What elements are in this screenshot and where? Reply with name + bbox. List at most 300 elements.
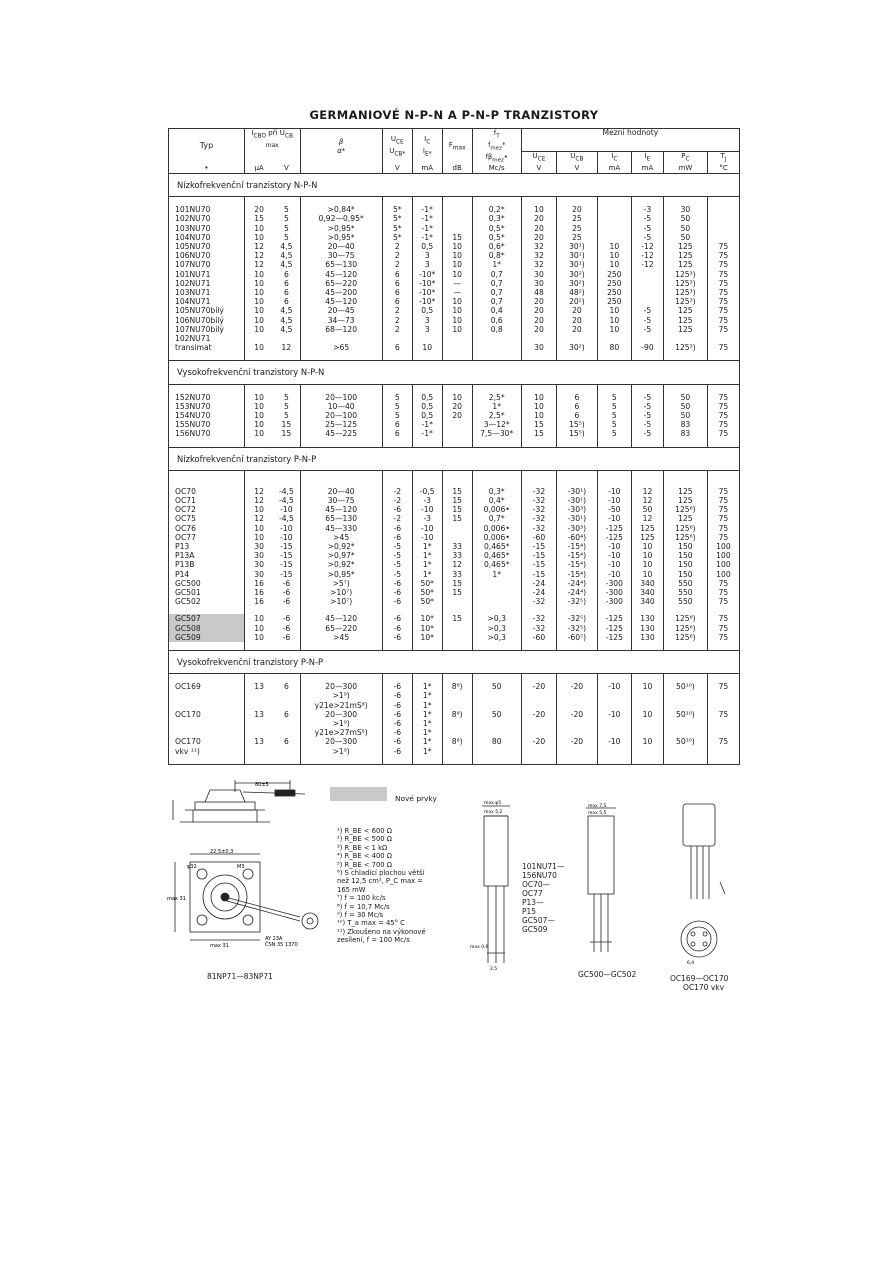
type-cell: 103NU70 [175, 223, 211, 233]
spacer-row [169, 756, 740, 765]
type-cell [169, 701, 245, 710]
unit-cell: μA [244, 164, 273, 173]
type-list-item: GC507— [522, 916, 555, 925]
footnotes [337, 827, 426, 945]
type-cell: 153NU70 [175, 401, 211, 411]
dim-base: max 31 [210, 943, 229, 949]
value-cell: -24⁴) [557, 579, 598, 588]
value-cell: 0,5 [412, 402, 442, 411]
value-cell: 0,5* [472, 224, 521, 233]
unit-cell: mW [663, 164, 707, 173]
value-cell: 150 [663, 542, 707, 551]
value-cell: 50 [631, 505, 663, 514]
value-cell: 6 [382, 420, 412, 429]
value-cell: >0,97* [300, 551, 382, 560]
value-cell: 20 [557, 306, 598, 315]
type-cell: OC170 [175, 737, 201, 747]
col-typ: Typ [199, 141, 214, 151]
value-cell: 5 [283, 392, 289, 402]
value-cell [472, 701, 521, 710]
value-cell [707, 719, 739, 728]
value-cell: 20 [442, 402, 472, 411]
table-row [169, 251, 740, 260]
value-cell: 550 [663, 588, 707, 597]
value-cell: 50 [472, 682, 521, 691]
table-row [169, 560, 740, 569]
value-cell: -6 [382, 505, 412, 514]
value-cell: >0,95* [300, 233, 382, 242]
value-cell: 340 [631, 588, 663, 597]
spacer-row [169, 384, 740, 393]
section-title: Nízkofrekvenční tranzistory P-N-P [169, 447, 740, 470]
value-cell [631, 288, 663, 297]
value-cell: 10 [442, 316, 472, 325]
value-cell: 20 [521, 325, 556, 334]
value-cell: -1* [412, 429, 442, 438]
value-cell: 10 [631, 542, 663, 551]
value-cell: -6 [382, 579, 412, 588]
value-cell [273, 691, 300, 700]
type-cell: OC71 [175, 496, 196, 506]
type-list-item: P15 [522, 907, 537, 916]
value-cell [273, 747, 300, 756]
table-row [169, 570, 740, 579]
value-cell: 5 [283, 232, 289, 242]
value-cell [472, 588, 521, 597]
value-cell: -20 [521, 710, 556, 719]
dim-d3-2: max 5,5 [588, 811, 607, 816]
value-cell: -15 [521, 560, 556, 569]
value-cell: 75 [707, 306, 739, 315]
value-cell [597, 334, 631, 343]
value-cell: 0,5 [412, 393, 442, 402]
table-row [169, 542, 740, 551]
spacer-row [169, 439, 740, 448]
dim-height: max 31 [167, 896, 186, 902]
value-cell: 10* [412, 614, 442, 623]
value-cell: 0,6 [472, 316, 521, 325]
value-cell: 10 [244, 316, 273, 325]
value-cell [442, 420, 472, 429]
value-cell: -32 [521, 487, 556, 496]
value-cell: 6 [283, 682, 289, 692]
value-cell: 10 [244, 524, 273, 533]
value-cell: 1* [472, 260, 521, 269]
table-row [169, 411, 740, 420]
value-cell [442, 691, 472, 700]
value-cell: -5 [631, 325, 663, 334]
value-cell: 15 [442, 579, 472, 588]
type-cell: 156NU70 [175, 429, 211, 439]
value-cell: -6 [382, 588, 412, 597]
value-cell: 20 [557, 205, 598, 214]
value-cell [442, 205, 472, 214]
value-cell: 30—75 [300, 251, 382, 260]
drawing-small-transistor [470, 798, 530, 978]
value-cell: 30¹) [557, 251, 598, 260]
value-cell [412, 334, 442, 343]
value-cell: 0,006• [472, 533, 521, 542]
value-cell: 125⁶) [663, 624, 707, 633]
value-cell [597, 233, 631, 242]
value-cell: 13 [244, 710, 273, 719]
table-row [169, 334, 740, 343]
value-cell: 125⁶) [663, 505, 707, 514]
value-cell [244, 719, 273, 728]
unit-cell: Mc/s [472, 164, 521, 173]
value-cell: -15⁴) [557, 542, 598, 551]
value-cell: 20—45 [300, 306, 382, 315]
spacer-row [169, 674, 740, 683]
type-cell: OC170 [175, 709, 201, 719]
value-cell: -6 [382, 524, 412, 533]
dim-screw: M3 [237, 864, 245, 870]
value-cell: 10 [244, 343, 273, 352]
value-cell: 125 [663, 514, 707, 523]
table-row [169, 524, 740, 533]
value-cell: -30³) [557, 505, 598, 514]
value-cell: 75 [707, 633, 739, 642]
value-cell: -32 [521, 505, 556, 514]
value-cell: 125 [663, 487, 707, 496]
value-cell: 125 [663, 496, 707, 505]
value-cell [631, 297, 663, 306]
table-row [169, 747, 740, 756]
footnote: ³) R_BE < 1 kΩ [337, 843, 388, 852]
value-cell: 10* [412, 624, 442, 633]
value-cell: 10 [597, 306, 631, 315]
value-cell [663, 701, 707, 710]
value-cell: 1* [412, 560, 442, 569]
value-cell: 50¹⁰) [663, 710, 707, 719]
new-items-swatch [330, 787, 387, 801]
value-cell: 125⁶) [663, 614, 707, 623]
value-cell: 5 [382, 402, 412, 411]
value-cell: -10 [280, 505, 293, 515]
type-cell: 105NU70bílý [175, 306, 224, 316]
value-cell: 75 [707, 533, 739, 542]
value-cell: 75 [707, 260, 739, 269]
value-cell: 5 [597, 402, 631, 411]
value-cell: 10 [244, 624, 273, 633]
value-cell: 34—73 [300, 316, 382, 325]
value-cell: 3 [412, 325, 442, 334]
value-cell: -15 [280, 569, 293, 579]
value-cell: -90 [631, 343, 663, 352]
dim-diameter: φ32 [187, 864, 197, 870]
value-cell: 10 [244, 270, 273, 279]
table-row [169, 429, 740, 438]
value-cell: >0,3 [472, 614, 521, 623]
table-row [169, 325, 740, 334]
value-cell: 2,5* [472, 393, 521, 402]
value-cell: -10* [412, 270, 442, 279]
value-cell: 15 [521, 429, 556, 438]
value-cell: -10 [280, 523, 293, 533]
value-cell [707, 205, 739, 214]
value-cell: -5 [382, 542, 412, 551]
table-row [169, 719, 740, 728]
value-cell: 10 [597, 251, 631, 260]
value-cell: 32 [521, 251, 556, 260]
type-cell: 106NU70 [175, 251, 211, 261]
table-row [169, 214, 740, 223]
value-cell [631, 270, 663, 279]
table-row [169, 737, 740, 746]
value-cell: 125³) [663, 297, 707, 306]
value-cell: -15 [280, 560, 293, 570]
type-cell: 106NU70bílý [175, 315, 224, 325]
value-cell: 12 [631, 487, 663, 496]
value-cell: 50 [663, 224, 707, 233]
value-cell: 10 [244, 402, 273, 411]
value-cell: >1⁹) [300, 719, 382, 728]
value-cell: 1* [412, 728, 442, 737]
value-cell [244, 334, 273, 343]
value-cell: 12 [244, 251, 273, 260]
drawing-power-transistor [165, 780, 325, 980]
value-cell: 8⁸) [442, 710, 472, 719]
value-cell: -125 [597, 524, 631, 533]
value-cell: 75 [707, 514, 739, 523]
value-cell: 10 [442, 297, 472, 306]
value-cell: 75 [707, 242, 739, 251]
value-cell: -32 [521, 524, 556, 533]
value-cell: 25 [557, 214, 598, 223]
value-cell: 45—200 [300, 288, 382, 297]
value-cell: 1* [412, 747, 442, 756]
value-cell: 75 [707, 288, 739, 297]
value-cell: 0,7 [472, 288, 521, 297]
value-cell: 65—130 [300, 260, 382, 269]
value-cell [521, 747, 556, 756]
type-cell [169, 691, 245, 700]
value-cell: -15 [521, 570, 556, 579]
transistor-table [168, 128, 740, 765]
value-cell: 15 [281, 420, 292, 430]
value-cell [472, 579, 521, 588]
value-cell [597, 747, 631, 756]
value-cell: 125 [663, 251, 707, 260]
type-cell: OC75 [175, 514, 196, 524]
value-cell [597, 728, 631, 737]
table-row [169, 279, 740, 288]
table-row [169, 496, 740, 505]
value-cell [663, 691, 707, 700]
footnote: ⁵) R_BE < 700 Ω [337, 860, 392, 869]
value-cell: 340 [631, 597, 663, 606]
table-row [169, 505, 740, 514]
value-cell: 10 [631, 737, 663, 746]
value-cell: 30 [521, 270, 556, 279]
value-cell: 12 [244, 487, 273, 496]
type-cell: 154NU70 [175, 411, 211, 420]
value-cell [521, 719, 556, 728]
type-cell: 104NU71 [175, 297, 211, 307]
col-uce: $U_{CE}$ $U_{CB*}$ [382, 129, 412, 165]
value-cell: 4,5 [280, 306, 293, 316]
value-cell: -125 [597, 533, 631, 542]
type-list-item: OC70— [522, 880, 551, 889]
value-cell: 125 [663, 325, 707, 334]
col-icbo: $I_{CBO}$ při $U_{CB}$ max [244, 129, 300, 152]
value-cell: 30²) [557, 279, 598, 288]
value-cell: 1* [412, 542, 442, 551]
unit-cell: V [521, 164, 556, 173]
type-cell: GC509 [169, 633, 245, 642]
table-row [169, 579, 740, 588]
value-cell: -6 [282, 588, 291, 598]
value-cell: 1* [412, 682, 442, 691]
value-cell: 0,3* [472, 214, 521, 223]
type-cell: 103NU71 [175, 287, 211, 297]
value-cell: 75 [707, 624, 739, 633]
value-cell: 12 [631, 514, 663, 523]
value-cell [707, 224, 739, 233]
value-cell: 3 [412, 260, 442, 269]
unit-cell: V [382, 164, 412, 173]
table-row [169, 633, 740, 642]
type-cell: OC77 [175, 532, 196, 542]
value-cell: -12 [631, 260, 663, 269]
value-cell: 3 [412, 251, 442, 260]
value-cell: 30 [244, 570, 273, 579]
value-cell: -6 [282, 578, 291, 588]
value-cell: 13 [244, 737, 273, 746]
value-cell: 75 [707, 496, 739, 505]
table-row [169, 242, 740, 251]
section-header [169, 173, 740, 196]
value-cell: 6 [283, 737, 289, 747]
value-cell [382, 334, 412, 343]
header-row [169, 129, 740, 152]
value-cell: -15 [521, 551, 556, 560]
value-cell: 250 [597, 288, 631, 297]
value-cell: 100 [707, 551, 739, 560]
value-cell: -20 [521, 737, 556, 746]
value-cell: -300 [597, 588, 631, 597]
value-cell: 75 [707, 710, 739, 719]
value-cell [597, 205, 631, 214]
value-cell [472, 597, 521, 606]
value-cell: 75 [707, 737, 739, 746]
value-cell: -125 [597, 614, 631, 623]
value-cell: 48²) [557, 288, 598, 297]
value-cell: -5 [631, 316, 663, 325]
dim-top: 80±5 [255, 782, 269, 788]
value-cell: 80 [597, 343, 631, 352]
col-lim-ic: $I_C$ [597, 151, 631, 164]
value-cell: 2 [382, 316, 412, 325]
col-limits: Mezní hodnoty [521, 129, 739, 152]
value-cell: -60⁴) [557, 533, 598, 542]
drawing-3-caption: GC500—GC502 [578, 970, 637, 979]
value-cell [631, 279, 663, 288]
value-cell: 25 [557, 233, 598, 242]
value-cell: -10 [597, 542, 631, 551]
section-header [169, 651, 740, 674]
value-cell [707, 701, 739, 710]
value-cell: 10 [244, 505, 273, 514]
value-cell: 10* [412, 633, 442, 642]
section-title: Nízkofrekvenční tranzistory N-P-N [169, 173, 740, 196]
spacer-row [169, 642, 740, 651]
value-cell: 0,006• [472, 505, 521, 514]
value-cell: 10 [631, 570, 663, 579]
value-cell: -50 [597, 505, 631, 514]
value-cell: -2 [382, 514, 412, 523]
value-cell: 33 [442, 570, 472, 579]
col-fmax: $F_{max}$ [442, 129, 472, 165]
value-cell: -5 [382, 551, 412, 560]
value-cell: -1* [412, 233, 442, 242]
value-cell: 125³) [663, 288, 707, 297]
value-cell: >5⁷) [300, 579, 382, 588]
value-cell: -0,5 [412, 487, 442, 496]
value-cell: >0,95* [300, 570, 382, 579]
value-cell: 10 [597, 316, 631, 325]
value-cell: 1* [412, 719, 442, 728]
value-cell [707, 214, 739, 223]
value-cell: 6 [382, 343, 412, 352]
value-cell: 4,5 [280, 260, 293, 270]
value-cell: 2 [382, 306, 412, 315]
value-cell: 30 [244, 542, 273, 551]
value-cell: 20 [442, 411, 472, 420]
value-cell [597, 224, 631, 233]
value-cell [707, 233, 739, 242]
value-cell: -10 [280, 532, 293, 542]
footnote: ⁸) f = 10,7 Mc/s [337, 902, 390, 911]
value-cell: >0,92* [300, 542, 382, 551]
value-cell: -15 [280, 551, 293, 561]
value-cell: 150 [663, 570, 707, 579]
value-cell: 150 [663, 560, 707, 569]
value-cell: 3—12* [472, 420, 521, 429]
value-cell [442, 214, 472, 223]
value-cell [442, 728, 472, 737]
value-cell: -10* [412, 297, 442, 306]
value-cell [521, 701, 556, 710]
value-cell [631, 747, 663, 756]
table-row [169, 343, 740, 352]
value-cell: 10 [244, 533, 273, 542]
value-cell: -10 [597, 710, 631, 719]
value-cell: 1* [412, 737, 442, 746]
table-row [169, 393, 740, 402]
type-cell: GC502 [175, 597, 201, 607]
value-cell: 15 [442, 496, 472, 505]
footnote: ¹¹) Zkoušeno na výkonové [337, 927, 426, 936]
value-cell [273, 719, 300, 728]
spacer-row [169, 352, 740, 361]
value-cell: 125 [631, 524, 663, 533]
value-cell: -6 [382, 737, 412, 746]
table-row [169, 420, 740, 429]
value-cell: -1* [412, 214, 442, 223]
value-cell [557, 701, 598, 710]
value-cell: 13 [244, 682, 273, 691]
value-cell: 100 [707, 570, 739, 579]
col-ic: $I_C$ $I_{E*}$ [412, 129, 442, 165]
type-cell: 107NU70bílý [175, 324, 224, 334]
value-cell: 65—220 [300, 279, 382, 288]
value-cell: 12 [281, 343, 292, 353]
value-cell [557, 747, 598, 756]
value-cell: 5 [382, 393, 412, 402]
value-cell: 125⁶) [663, 524, 707, 533]
value-cell: -10 [597, 737, 631, 746]
